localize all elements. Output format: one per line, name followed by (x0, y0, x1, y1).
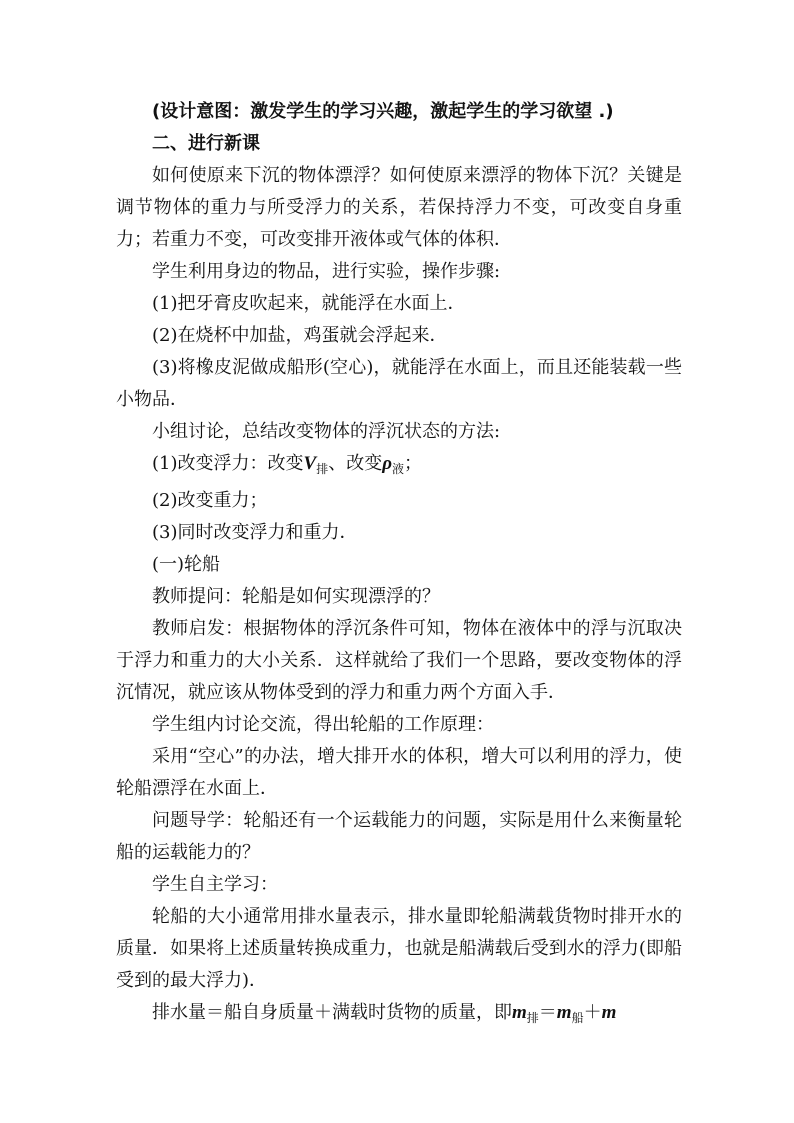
self-study-heading: 学生自主学习： (152, 874, 278, 895)
volume-subscript: 排 (316, 462, 329, 476)
plus-sign: ＋ (583, 1002, 602, 1023)
density-symbol: ρ (382, 453, 392, 474)
mass-symbol: m (556, 1002, 572, 1023)
step-item: (1)把牙膏皮吹起来，就能浮在水面上． (152, 293, 466, 314)
teacher-question: 教师提问：轮船是如何实现漂浮的？ (152, 586, 440, 607)
method-change-buoyancy (116, 448, 682, 485)
equals-sign: ＝ (538, 1002, 557, 1023)
mass-symbol: m (512, 1002, 527, 1023)
step-item: (3)将橡皮泥做成船形(空心)，就能浮在水面上，而且还能装载一些小物品． (116, 357, 682, 410)
mass-subscript: 船 (571, 1011, 584, 1025)
teacher-hint: 教师启发：根据物体的浮沉条件可知，物体在液体中的浮与沉取决于浮力和重力的大小关系．这样就给了我们一个思路，要改变物体的浮沉情况，就应该从物体受到的浮力和重力两个方面入手． (116, 618, 682, 703)
method1-middle: 、改变 (328, 453, 383, 474)
experiment-intro: 学生利用身边的物品，进行实验，操作步骤: (152, 261, 501, 282)
method-change-both: (3)同时改变浮力和重力． (152, 522, 358, 543)
section-heading: 二、进行新课 (152, 133, 260, 154)
intro-paragraph: 如何使原来下沉的物体漂浮？如何使原来漂浮的物体下沉？关键是调节物体的重力与所受浮力的关系，若保持浮力不变，可改变自身重力；若重力不变，可改变排开液体或气体的体积． (116, 165, 682, 250)
method1-suffix: ； (404, 453, 423, 474)
mass-symbol: m (601, 1002, 617, 1023)
displacement-formula (116, 997, 682, 1034)
method-change-gravity: (2)改变重力； (152, 490, 268, 511)
density-subscript: 液 (392, 462, 405, 476)
formula-text: 排水量＝船自身质量＋满载时货物的质量，即 (152, 1002, 512, 1023)
mass-subscript: 排 (526, 1011, 539, 1025)
guided-question: 问题导学：轮船还有一个运载能力的问题，实际是用什么来衡量轮船的运载能力的？ (116, 810, 682, 863)
group-exchange: 学生组内讨论交流，得出轮船的工作原理： (152, 714, 494, 735)
method1-prefix: (1)改变浮力：改变 (152, 453, 304, 474)
design-intent-note: (设计意图：激发学生的学习兴趣，激起学生的学习欲望 .) (152, 101, 614, 122)
group-discussion: 小组讨论，总结改变物体的浮沉状态的方法: (152, 421, 501, 442)
subheading-ship: (一)轮船 (152, 554, 221, 575)
step-item: (2)在烧杯中加盐，鸡蛋就会浮起来． (152, 325, 448, 346)
ship-principle: 采用“空心”的办法，增大排开水的体积，增大可以利用的浮力，使轮船漂浮在水面上． (116, 746, 682, 799)
document-page (116, 96, 682, 1034)
displacement-paragraph: 轮船的大小通常用排水量表示，排水量即轮船满载货物时排开水的质量．如果将上述质量转换成重力，也就是船满载后受到水的浮力(即船受到的最大浮力)． (116, 906, 682, 991)
volume-symbol: V (303, 453, 317, 474)
